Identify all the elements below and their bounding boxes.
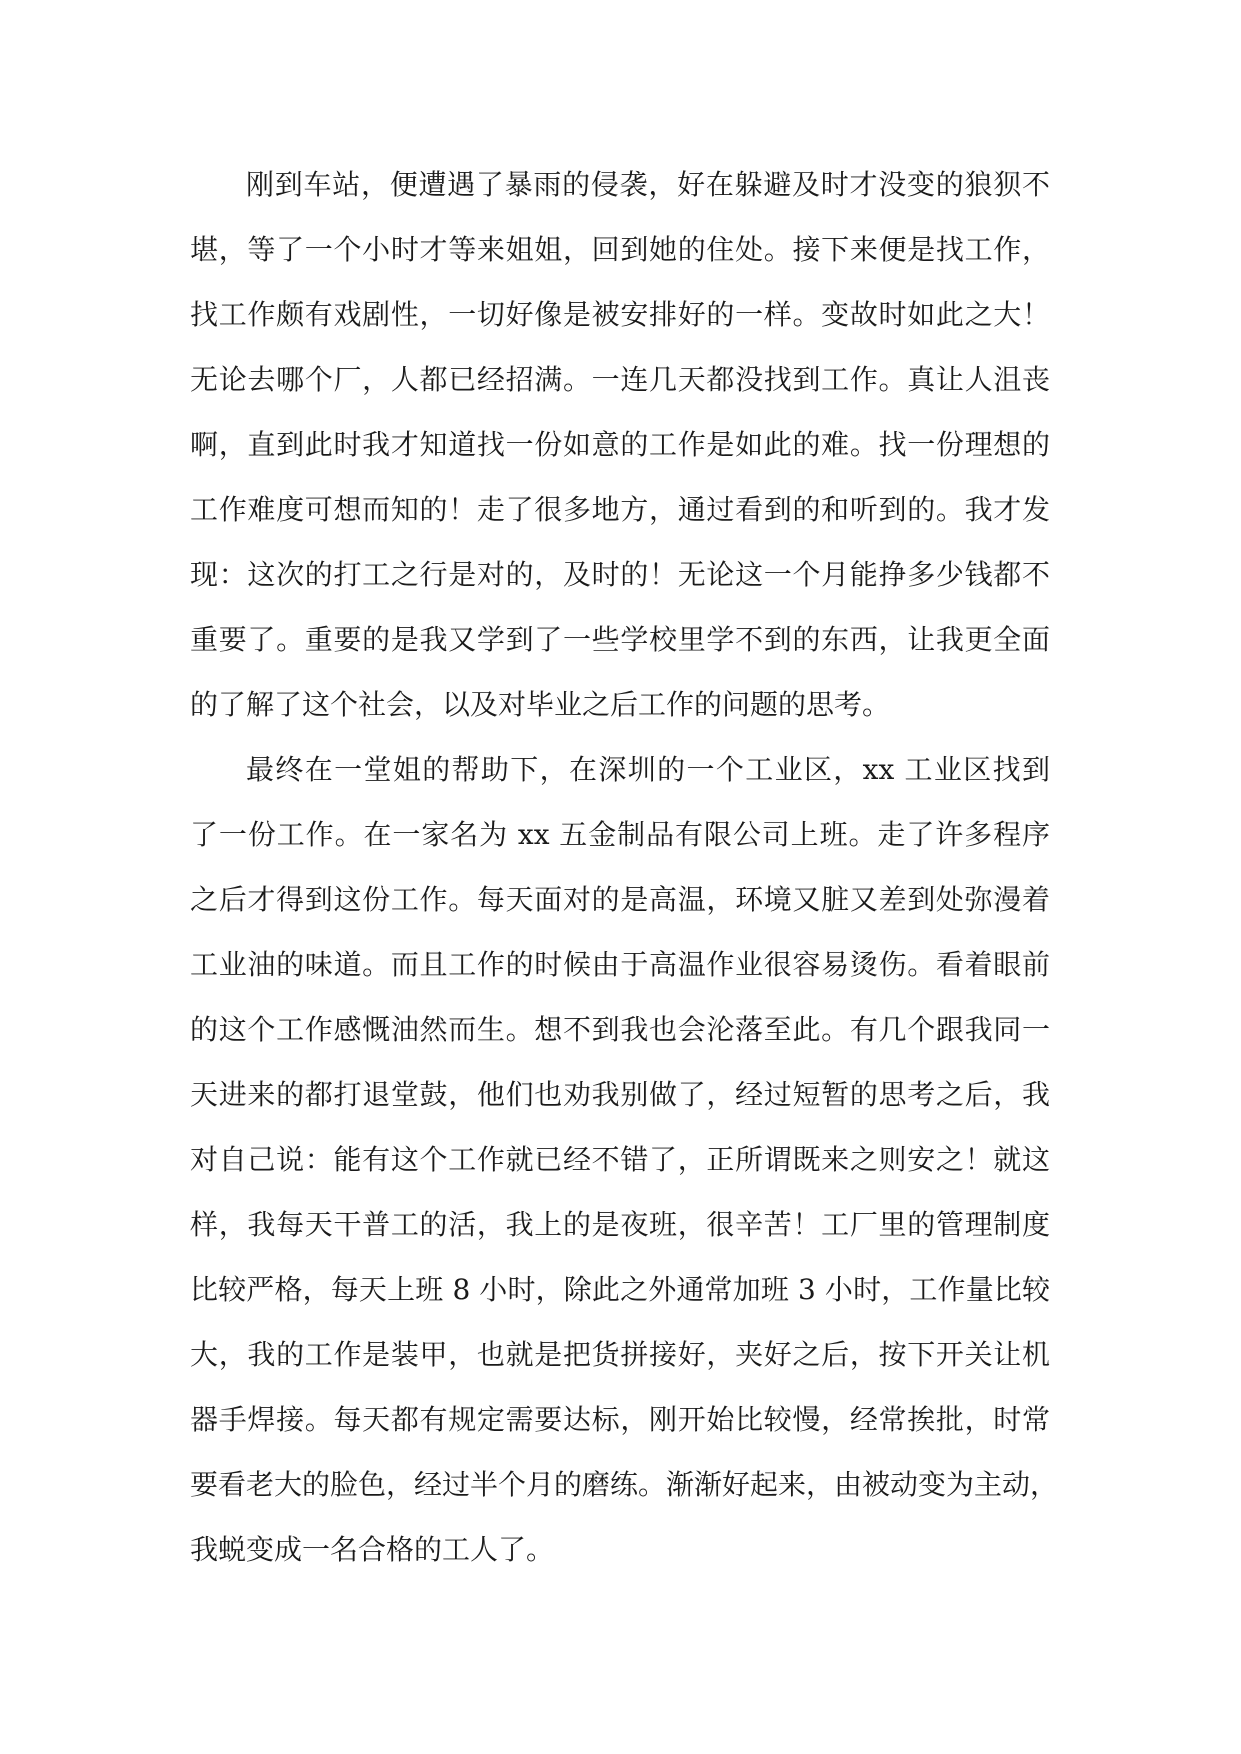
paragraph-line: 之后才得到这份工作。每天面对的是高温，环境又脏又差到处弥漫着 xyxy=(190,883,1050,916)
paragraph-line: 的了解了这个社会，以及对毕业之后工作的问题的思考。 xyxy=(190,688,891,721)
paragraph-line: 工业油的味道。而且工作的时候由于高温作业很容易烫伤。看着眼前 xyxy=(190,948,1050,981)
paragraph-line: 比较严格，每天上班 8 小时，除此之外通常加班 3 小时，工作量比较 xyxy=(190,1273,1050,1306)
paragraph-1 xyxy=(190,152,1050,737)
paragraph-line: 找工作颇有戏剧性，一切好像是被安排好的一样。变故时如此之大！ xyxy=(190,298,1050,331)
paragraph-line: 啊，直到此时我才知道找一份如意的工作是如此的难。找一份理想的 xyxy=(190,428,1050,461)
paragraph-line: 现：这次的打工之行是对的，及时的！无论这一个月能挣多少钱都不 xyxy=(190,558,1050,591)
paragraph-line: 最终在一堂姐的帮助下，在深圳的一个工业区，xx 工业区找到 xyxy=(246,753,1050,786)
paragraph-line: 刚到车站，便遭遇了暴雨的侵袭，好在躲避及时才没变的狼狈不 xyxy=(246,168,1050,201)
paragraph-line: 了一份工作。在一家名为 xx 五金制品有限公司上班。走了许多程序 xyxy=(190,818,1050,851)
paragraph-line: 无论去哪个厂，人都已经招满。一连几天都没找到工作。真让人沮丧 xyxy=(190,363,1050,396)
paragraph-line: 的这个工作感慨油然而生。想不到我也会沦落至此。有几个跟我同一 xyxy=(190,1013,1050,1046)
paragraph-line: 重要了。重要的是我又学到了一些学校里学不到的东西，让我更全面 xyxy=(190,623,1050,656)
paragraph-line: 对自己说：能有这个工作就已经不错了，正所谓既来之则安之！就这 xyxy=(190,1143,1050,1176)
paragraph-line: 天进来的都打退堂鼓，他们也劝我别做了，经过短暂的思考之后，我 xyxy=(190,1078,1050,1111)
paragraph-line: 器手焊接。每天都有规定需要达标，刚开始比较慢，经常挨批，时常 xyxy=(190,1403,1050,1436)
paragraph-line: 我蜕变成一名合格的工人了。 xyxy=(190,1533,555,1566)
paragraph-line: 大，我的工作是装甲，也就是把货拼接好，夹好之后，按下开关让机 xyxy=(190,1338,1050,1371)
paragraph-2 xyxy=(190,737,1059,1582)
paragraph-line: 样，我每天干普工的活，我上的是夜班，很辛苦！工厂里的管理制度 xyxy=(190,1208,1050,1241)
paragraph-line: 工作难度可想而知的！走了很多地方，通过看到的和听到的。我才发 xyxy=(190,493,1050,526)
paragraph-line: 要看老大的脸色，经过半个月的磨练。渐渐好起来，由被动变为主动， xyxy=(190,1468,1059,1501)
document-body xyxy=(190,152,1059,1582)
paragraph-line: 堪，等了一个小时才等来姐姐，回到她的住处。接下来便是找工作， xyxy=(190,233,1050,266)
